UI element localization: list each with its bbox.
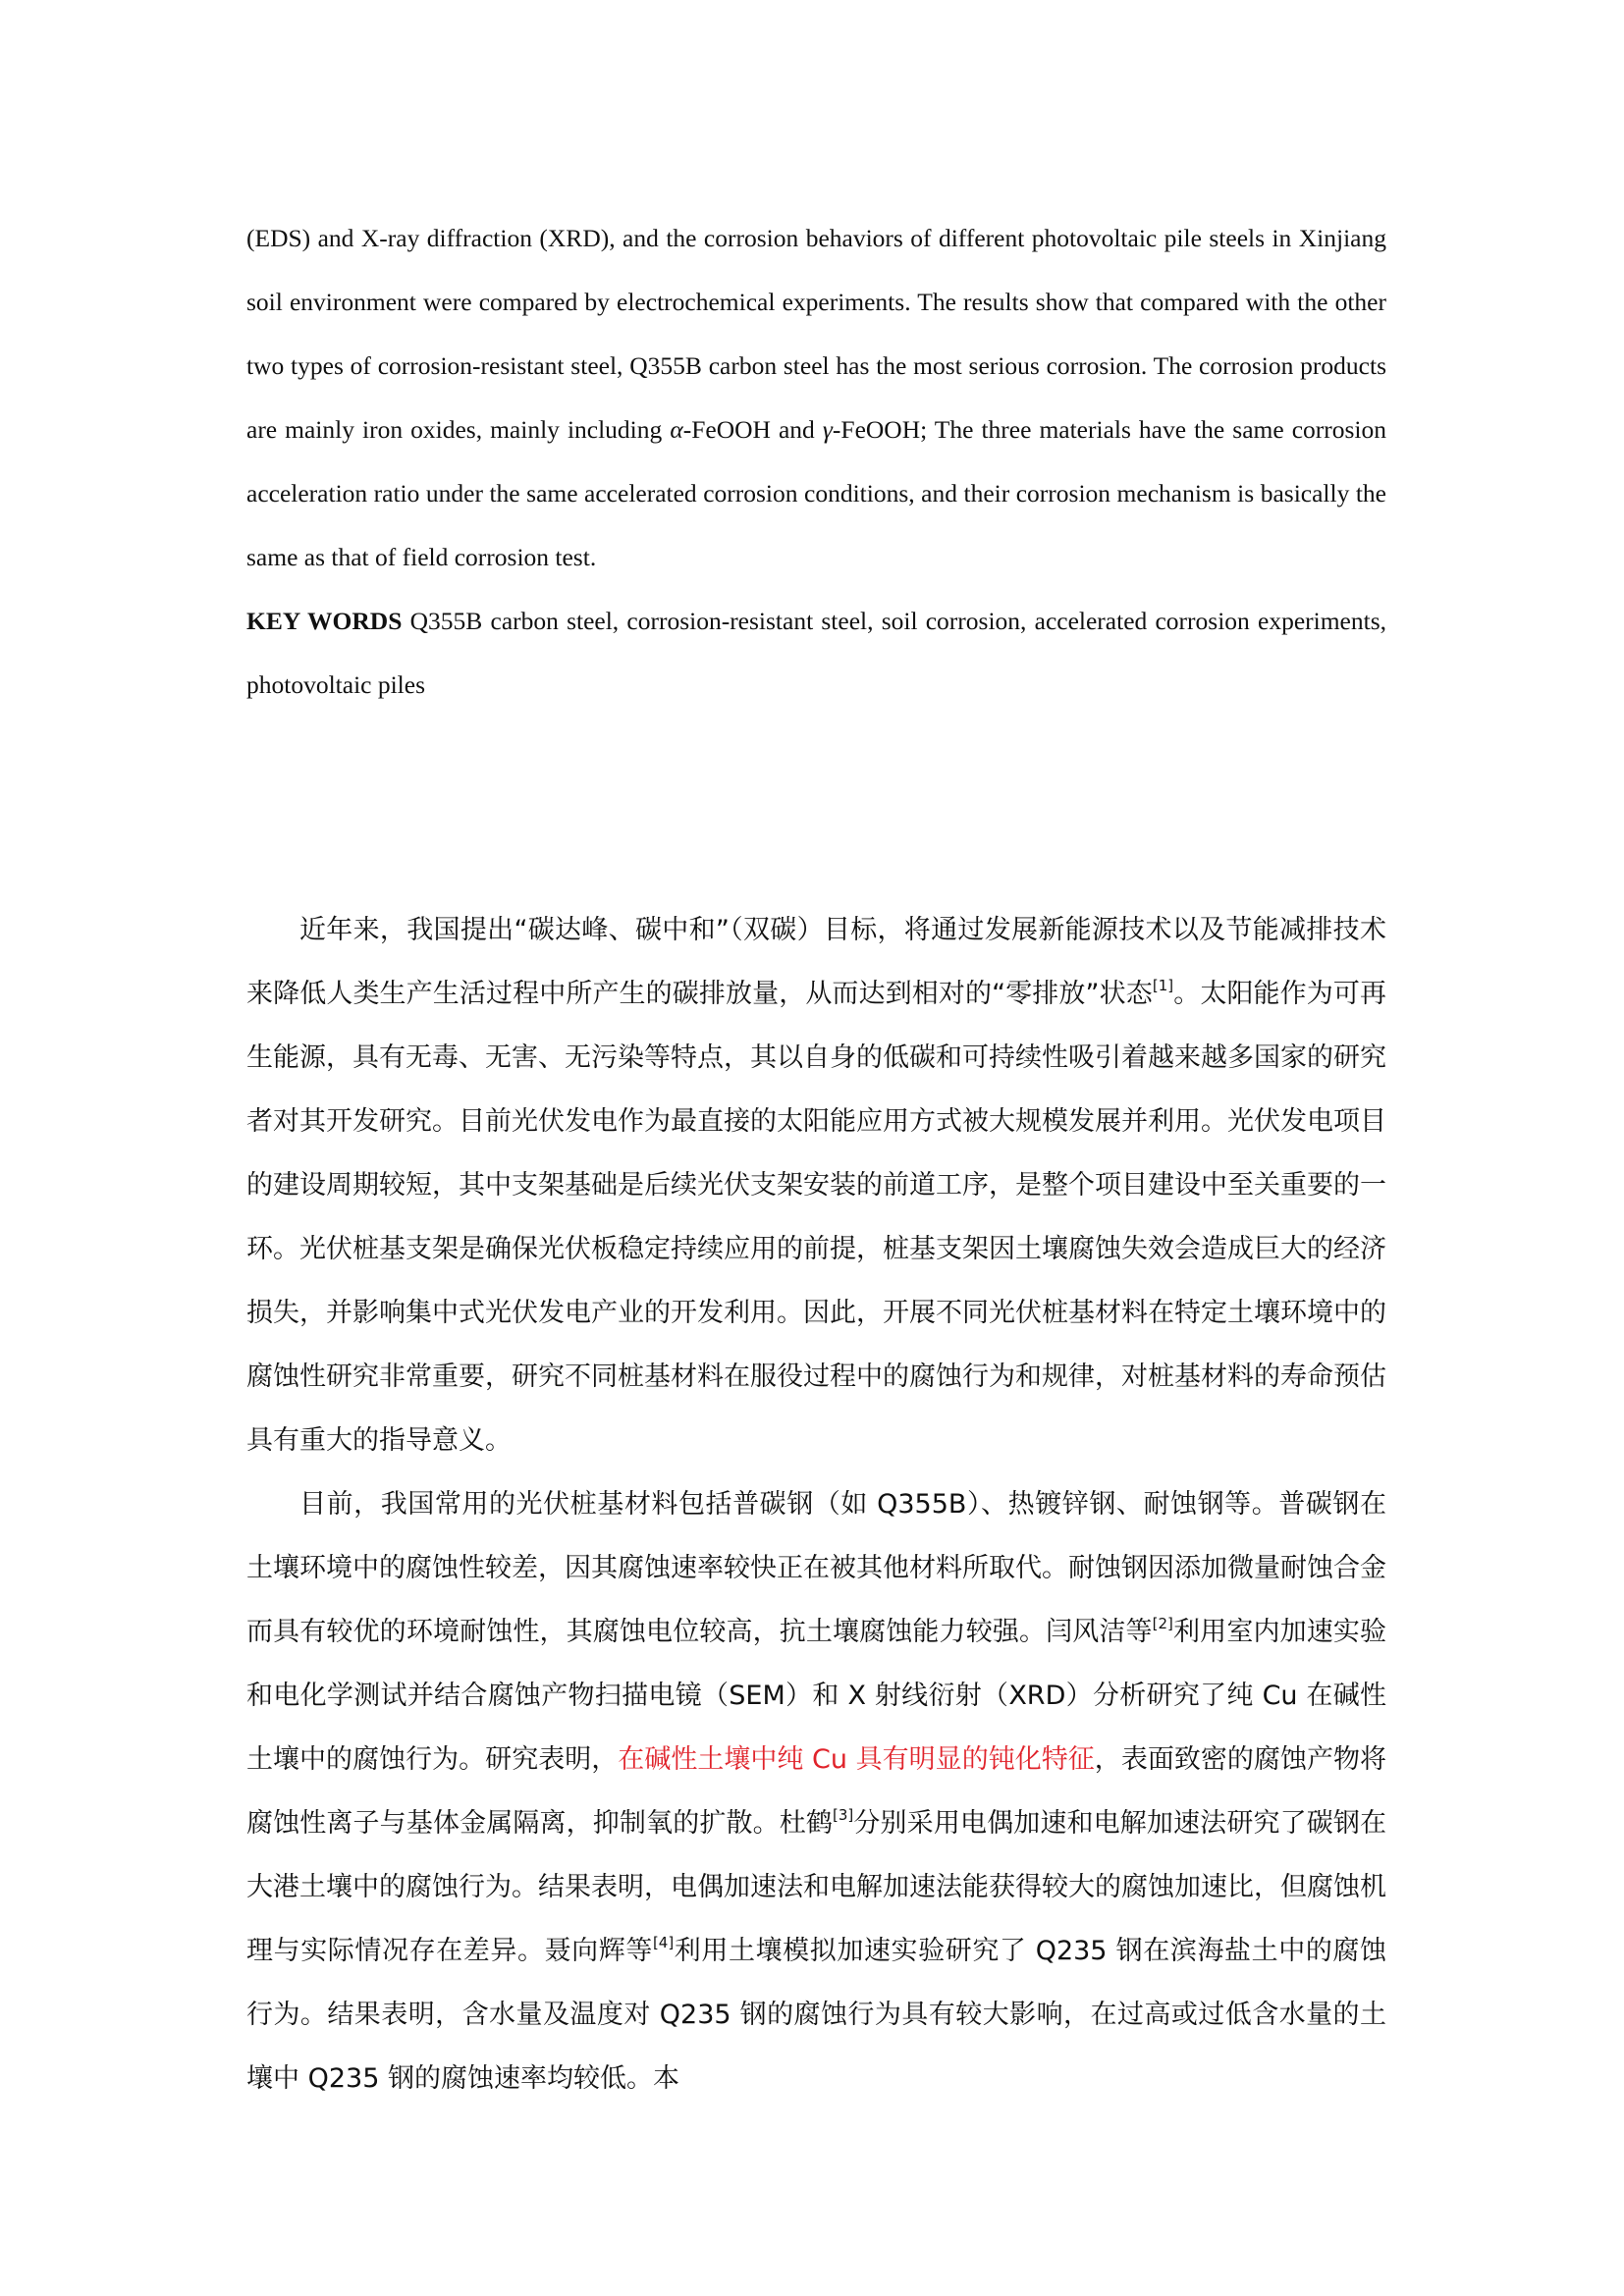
p1-text-b: 。太阳能作为可再生能源，具有无毒、无害、无污染等特点，其以自身的低碳和可持续性吸引着越来越多国家的研究者对其开发研究。目前光伏发电作为最直接的太阳能应用方式被大规模发展并利用。光伏发电项目的建设周期较短，其中支架基础是后续光伏支架安装的前道工序，是整个项目建设中至关重要的一环。光伏桩基支架是确保光伏板稳定持续应用的前提，桩基支架因土壤腐蚀失效会造成巨大的经济损失，并影响集中式光伏发电产业的开发利用。因此，开展不同光伏桩基材料在特定土壤环境中的腐蚀性研究非常重要，研究不同桩基材料在服役过程中的腐蚀行为和规律，对桩基材料的寿命预估具有重大的指导意义。	[246, 979, 1386, 1456]
p2-text-b: 利用室内加速实验和电化学测试并结合腐蚀产物扫描电镜（SEM）和 X 射线衍射（XRD）分析研究了纯 Cu 在碱性土壤中的腐蚀行为。研究表明，	[246, 1617, 1387, 1775]
alpha-symbol: α	[670, 415, 683, 444]
p2-text-d: 分别采用电偶加速和电解加速法研究了碳钢在大港土壤中的腐蚀行为。结果表明，电偶加速法和电解加速法能获得较大的腐蚀加速比，但腐蚀机理与实际情况存在差异。聂向辉等	[246, 1808, 1387, 1966]
citation-3: [3]	[833, 1806, 854, 1824]
keywords-label: KEY WORDS	[246, 607, 403, 635]
abstract-paragraph	[246, 206, 1386, 589]
abstract-text-3: -FeOOH; The three materials have the same corrosion acceleration ratio under the same accelerated corrosion conditions, and their corrosion mechanism is basically the same as that of field corrosion test.	[246, 415, 1387, 571]
gamma-symbol: γ	[822, 415, 833, 444]
body-paragraph-1	[246, 898, 1386, 1472]
citation-4: [4]	[652, 1934, 675, 1951]
abstract-text-1: (EDS) and X-ray diffraction (XRD), and the corrosion behaviors of different photovoltaic pile steels in Xinjiang soil environment were compared by electrochemical experiments. The results show that compared with the other two types of corrosion-resistant steel, Q355B carbon steel has the most serious corrosion. The corrosion products are mainly iron oxides, mainly including	[246, 224, 1386, 444]
p2-text-e: 利用土壤模拟加速实验研究了 Q235 钢在滨海盐土中的腐蚀行为。结果表明，含水量及温度对 Q235 钢的腐蚀行为具有较大影响，在过高或过低含水量的土壤中 Q235 钢的腐蚀速率均较低。本	[246, 1936, 1387, 2094]
page-content	[246, 206, 1387, 2094]
p2-text-a: 目前，我国常用的光伏桩基材料包括普碳钢（如 Q355B）、热镀锌钢、耐蚀钢等。普碳钢在土壤环境中的腐蚀性较差，因其腐蚀速率较快正在被其他材料所取代。耐蚀钢因添加微量耐蚀合金而具有较优的环境耐蚀性，其腐蚀电位较高，抗土壤腐蚀能力较强。闫风洁等	[246, 1489, 1386, 1647]
chinese-body	[246, 898, 1386, 2110]
body-paragraph-2	[246, 1472, 1386, 2110]
abstract-text-2: -FeOOH and	[682, 415, 823, 444]
citation-1: [1]	[1152, 977, 1174, 994]
keywords-text: Q355B carbon steel, corrosion-resistant steel, soil corrosion, accelerated corrosion experiments, photovoltaic piles	[246, 607, 1386, 699]
citation-2: [2]	[1152, 1615, 1173, 1632]
p1-text-a: 近年来，我国提出“碳达峰、碳中和”（双碳）目标，将通过发展新能源技术以及节能减排技术来降低人类生产生活过程中所产生的碳排放量，从而达到相对的“零排放”状态	[246, 915, 1386, 1009]
p2-text-c: ，表面致密的腐蚀产物将腐蚀性离子与基体金属隔离，抑制氧的扩散。杜鹤	[246, 1744, 1387, 1839]
keywords-paragraph	[246, 589, 1386, 717]
highlighted-finding: 在碱性土壤中纯 Cu 具有明显的钝化特征	[618, 1744, 1095, 1775]
